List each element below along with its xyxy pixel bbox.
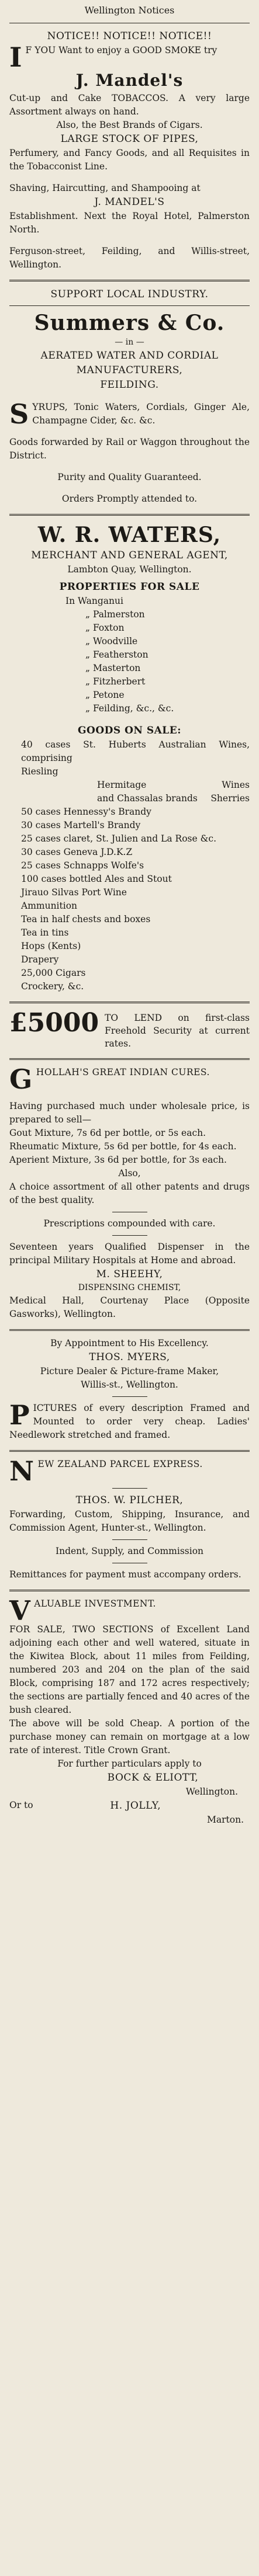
loan-row xyxy=(9,1009,250,1050)
express-indent: Indent, Supply, and Commission xyxy=(55,1546,204,1556)
town-item: „ Foxton xyxy=(85,623,125,633)
express-remit: Remittances for payment must accompany orders. xyxy=(9,1569,241,1580)
waters-role: MERCHANT AND GENERAL AGENT, xyxy=(31,550,228,561)
ghollah-intro: Having purchased much under wholesale price, is prepared to sell— xyxy=(9,1101,250,1125)
invest-further: For further particulars apply to xyxy=(57,1758,202,1769)
mandel-address: Ferguson-street, Feilding, and Willis-street, Wellington. xyxy=(9,246,250,270)
goods-item: and Chassalas brands xyxy=(97,793,198,804)
ghollah-advert xyxy=(9,1063,250,1326)
express-advert xyxy=(9,1455,250,1586)
notice-heading: NOTICE!! NOTICE!! NOTICE!! xyxy=(47,30,212,42)
ghollah-aper: Aperient Mixture, 3s 6d per bottle, for 3s each. xyxy=(9,1155,227,1165)
loan-text: TO LEND on first-class Freehold Security at current rates. xyxy=(105,1013,250,1049)
myers-text: PICTURES of every description Framed and Mounted to order very cheap. Ladies' Needlework stretched and framed. xyxy=(9,1399,250,1440)
goods-row xyxy=(9,792,250,805)
goods-item: Tea in tins xyxy=(21,927,69,938)
divider xyxy=(9,1329,250,1331)
investment-advert xyxy=(9,1595,250,1831)
goods-item: Riesling xyxy=(21,766,58,777)
summers-line1: AERATED WATER AND CORDIAL MANUFACTURERS, xyxy=(40,350,219,376)
drop-cap: N xyxy=(9,1455,34,1487)
ghollah-choice: A choice assortment of all other patents and drugs of the best quality. xyxy=(9,1181,250,1205)
ghollah-gout: Gout Mixture, 7s 6d per bottle, or 5s each. xyxy=(9,1128,206,1138)
mandel-line1: Cut-up and Cake TOBACCOS. A very large Assortment always on hand. xyxy=(9,93,250,117)
page-header: Wellington Notices xyxy=(84,5,175,16)
divider xyxy=(9,305,250,306)
goods-item: 25 cases Schnapps Wolfe's xyxy=(21,860,144,871)
invest-agent2: H. JOLLY, xyxy=(110,1800,161,1812)
summers-line2: FEILDING. xyxy=(100,379,159,391)
invest-cheap: The above will be sold Cheap. A portion of the purchase money can remain on mortgage at a low rate of interest. Title Crown Grant. xyxy=(9,1718,250,1755)
town-item: „ Palmerston xyxy=(85,609,145,620)
myers-role: Picture Dealer & Picture-frame Maker, xyxy=(40,1366,219,1376)
properties-in: In Wanganui xyxy=(65,596,123,606)
mandel-pipes: LARGE STOCK OF PIPES, xyxy=(60,133,199,145)
summers-orders: Orders Promptly attended to. xyxy=(61,493,198,504)
sheehy-name: M. SHEEHY, xyxy=(96,1268,163,1280)
drop-cap: S xyxy=(9,398,29,430)
mandel-name2: J. MANDEL'S xyxy=(94,196,165,208)
waters-address: Lambton Quay, Wellington. xyxy=(67,564,192,575)
town-item: „ Woodville xyxy=(85,636,138,646)
summers-syrups: SYRUPS, Tonic Waters, Cordials, Ginger Ale, Champagne Cider, &c. &c. xyxy=(9,398,250,430)
ghollah-rheum: Rheumatic Mixture, 5s 6d per bottle, for 4s each. xyxy=(9,1141,237,1152)
divider xyxy=(9,1450,250,1452)
goods-item: Tea in half chests and boxes xyxy=(21,914,151,924)
express-title: NEW ZEALAND PARCEL EXPRESS. xyxy=(9,1455,203,1487)
summers-in: — in — xyxy=(115,338,144,347)
goods-item: Ammunition xyxy=(21,901,78,911)
sheehy-exp: Seventeen years Qualified Dispenser in the principal Military Hospitals at Home and abroad. xyxy=(9,1242,250,1266)
properties-heading: PROPERTIES FOR SALE xyxy=(59,581,200,593)
mandel-line2: Also, the Best Brands of Cigars. xyxy=(56,120,203,130)
mandel-pipes-rest: Perfumery, and Fancy Goods, and all Requisites in the Tobacconist Line. xyxy=(9,148,250,172)
sheehy-address: Medical Hall, Courtenay Place (Opposite Gasworks), Wellington. xyxy=(9,1295,250,1319)
goods-item: Hops (Kents) xyxy=(21,941,81,951)
mandel-intro: I F YOU Want to enjoy a GOOD SMOKE try xyxy=(9,41,217,73)
summers-name: Summers & Co. xyxy=(34,311,225,335)
myers-name: THOS. MYERS, xyxy=(89,1351,170,1363)
goods-item: Hermitage xyxy=(97,780,147,790)
loan-advert xyxy=(9,1007,250,1055)
ghollah-title: GHOLLAH'S GREAT INDIAN CURES. xyxy=(9,1063,210,1095)
goods-item: 40 cases St. Huberts Australian Wines, comprising xyxy=(21,739,250,763)
invest-agent2-row xyxy=(9,1799,250,1813)
myers-advert xyxy=(9,1334,250,1447)
town-item: „ Petone xyxy=(85,690,125,700)
goods-item: 30 cases Martell's Brandy xyxy=(21,820,141,830)
goods-item: 25 cases claret, St. Julien and La Rose &c. xyxy=(21,833,217,844)
ghollah-also: Also, xyxy=(118,1168,141,1179)
waters-name: W. R. WATERS, xyxy=(37,523,222,547)
waters-advert xyxy=(9,519,250,998)
drop-cap: G xyxy=(9,1063,33,1095)
divider xyxy=(9,1058,250,1060)
town-item: „ Fitzherbert xyxy=(85,676,146,687)
invest-agent-town: Wellington. xyxy=(185,1786,238,1797)
drop-cap: I xyxy=(9,41,22,73)
mandel-name: J. Mandel's xyxy=(75,71,184,90)
mandel-shaving: Shaving, Haircutting, and Shampooing at xyxy=(9,183,201,193)
drop-cap: V xyxy=(9,1595,31,1626)
goods-item: 25,000 Cigars xyxy=(21,968,86,978)
invest-agent2-town: Marton. xyxy=(207,1814,244,1825)
goods-side-label: Wines xyxy=(222,780,250,790)
invest-title: VALUABLE INVESTMENT. xyxy=(9,1595,156,1626)
goods-item: Jirauo Silvas Port Wine xyxy=(21,887,127,898)
town-item: „ Featherston xyxy=(85,649,149,660)
goods-item: Crockery, &c. xyxy=(21,981,84,992)
goods-item: 30 cases Geneva J.D.K.Z xyxy=(21,847,133,857)
mandel-advert xyxy=(9,27,250,276)
support-heading: SUPPORT LOCAL INDUSTRY. xyxy=(50,288,209,300)
divider xyxy=(9,280,250,281)
goods-heading: GOODS ON SALE: xyxy=(78,725,181,736)
goods-item: 100 cases bottled Ales and Stout xyxy=(21,874,172,884)
invest-text: FOR SALE, TWO SECTIONS of Excellent Land adjoining each other and well watered, situate in the Kiwitea Block, about 11 miles from Feilding, numbered 203 and 204 on the plan of the said Block, comprising 187 and 172 acres respectively; the sections are partially fenced and 40 acres of the bush cleared. xyxy=(9,1624,250,1715)
town-item: „ Feilding, &c., &c. xyxy=(85,703,174,714)
summers-advert xyxy=(9,285,250,510)
myers-appointment: By Appointment to His Excellency. xyxy=(50,1338,209,1348)
divider xyxy=(9,1002,250,1003)
summers-purity: Purity and Quality Guaranteed. xyxy=(57,472,202,482)
town-item: „ Masterton xyxy=(85,663,141,673)
drop-cap: P xyxy=(9,1399,30,1431)
goods-item: Drapery xyxy=(21,954,59,965)
myers-address: Willis-st., Wellington. xyxy=(81,1379,178,1390)
goods-row xyxy=(9,778,250,792)
invest-or: Or to xyxy=(9,1800,33,1810)
loan-amount: £5000 xyxy=(9,1008,99,1038)
invest-agent: BOCK & ELIOTT, xyxy=(107,1772,199,1784)
express-name: THOS. W. PILCHER, xyxy=(75,1494,184,1506)
goods-item: 50 cases Hennessy's Brandy xyxy=(21,806,151,817)
ghollah-presc: Prescriptions compounded with care. xyxy=(43,1218,216,1229)
divider xyxy=(9,514,250,516)
express-text: Forwarding, Custom, Shipping, Insurance, and Commission Agent, Hunter-st., Wellington. xyxy=(9,1509,250,1533)
sheehy-role: DISPENSING CHEMIST, xyxy=(78,1283,181,1292)
mandel-est: Establishment. Next the Royal Hotel, Palmerston North. xyxy=(9,211,250,235)
summers-goods: Goods forwarded by Rail or Waggon throughout the District. xyxy=(9,437,250,461)
divider xyxy=(9,1590,250,1591)
goods-side-label: Sherries xyxy=(210,793,250,804)
